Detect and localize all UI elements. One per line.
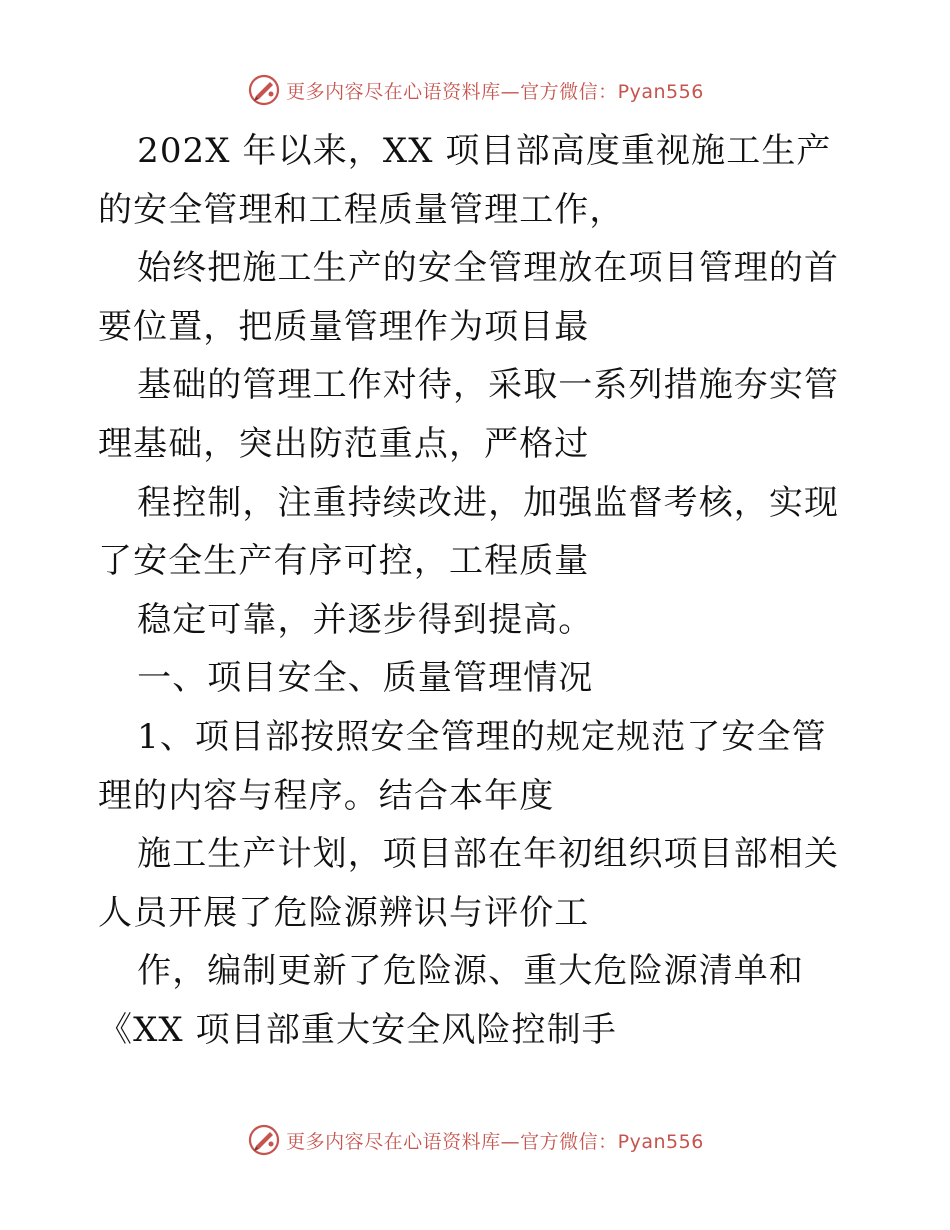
paragraph-4: 程控制，注重持续改进，加强监督考核，实现了安全生产有序可控，工程质量	[98, 482, 840, 582]
paragraph-8: 施工生产计划，项目部在年初组织项目部相关人员开展了危险源辨识与评价工	[98, 834, 840, 933]
document-body	[98, 122, 858, 1060]
watermark-text: 更多内容尽在心语资料库	[286, 1130, 501, 1153]
watermark-text: 更多内容尽在心语资料库	[286, 80, 501, 103]
paragraph-3: 基础的管理工作对待，采取一系列措施夯实管理基础，突出防范重点，严格过	[98, 365, 840, 464]
paragraph-1: 202X 年以来，XX 项目部高度重视施工生产的安全管理和工程质量管理工作，	[98, 131, 832, 230]
pen-logo-icon	[246, 1122, 282, 1158]
footer-watermark	[0, 1120, 950, 1160]
pen-logo-icon	[246, 72, 282, 108]
paragraph-7: 1、项目部按照安全管理的规定规范了安全管理的内容与程序。结合本年度	[98, 716, 827, 816]
watermark-contact: —官方微信：Pyan556	[500, 1130, 704, 1153]
paragraph-5: 稳定可靠，并逐步得到提高。	[137, 599, 594, 640]
paragraph-9: 作，编制更新了危险源、重大危险源清单和《XX 项目部重大安全风险控制手	[98, 951, 804, 1050]
section-heading: 一、项目安全、质量管理情况	[137, 658, 594, 699]
header-watermark	[0, 70, 950, 110]
paragraph-2: 始终把施工生产的安全管理放在项目管理的首要位置，把质量管理作为项目最	[98, 248, 840, 347]
watermark-contact: —官方微信：Pyan556	[500, 80, 704, 103]
